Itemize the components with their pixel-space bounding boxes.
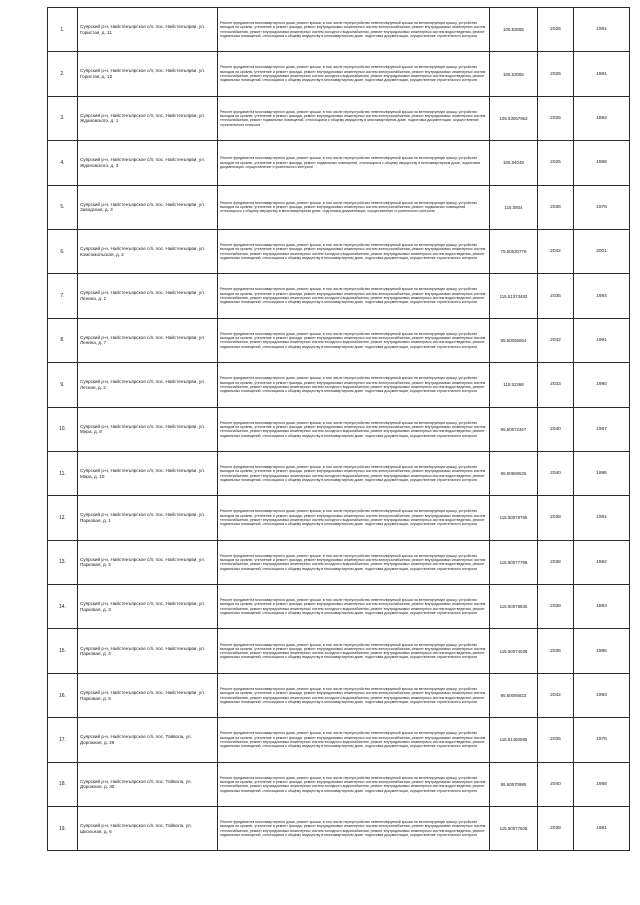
house-address: Суярский р-н, Найстенъярское с/п, пос. Найстенъярви, ул. Парковая, д. 1 xyxy=(78,496,218,540)
table-row xyxy=(48,451,630,495)
repair-work-types: Ремонт фундамента многоквартирного дома, ремонт крыши, в том числе переустройство невентилируемой крыши на вентилируемую крышу, устройство выходов на кровлю, утепление и ремонт фасада, ремонт подвальных помещений, относящихся к общему имуществу в многоквартирном доме, подготовка документации, осуществление строительного контроля xyxy=(218,141,490,185)
repair-cost: 95.50066654 xyxy=(490,318,538,362)
planned-year: 2033 xyxy=(538,363,574,407)
planned-year: 2038 xyxy=(538,540,574,584)
repair-cost: 95.50066823 xyxy=(490,673,538,717)
repair-cost: 115.51480585 xyxy=(490,718,538,762)
row-number: 4. xyxy=(48,141,78,185)
house-address: Суярский р-н, Найстенъярское с/п, пос. Найстенъярви, ул. Ленина, д. 1 xyxy=(78,274,218,318)
planned-year: 2040 xyxy=(538,451,574,495)
house-address: Суярский р-н, Найстенъярское с/п, пос. Тойвола, ул. Школьная, д. 6 xyxy=(78,807,218,851)
repair-cost: 115.50077798 xyxy=(490,540,538,584)
table-row xyxy=(48,141,630,185)
repair-cost: 95.50569525 xyxy=(490,451,538,495)
house-address: Суярский р-н, Найстенъярское с/п, пос. Найстенъярви, ул. Мира, д. 10 xyxy=(78,451,218,495)
built-year: 1990 xyxy=(574,363,630,407)
table-row xyxy=(48,185,630,229)
table-row xyxy=(48,629,630,673)
repair-cost: 95.50672467 xyxy=(490,407,538,451)
repair-cost: 115.50078765 xyxy=(490,496,538,540)
built-year: 1987 xyxy=(574,407,630,451)
house-address: Суярский р-н, Найстенъярское с/п, пос. Найстенъярви, ул. Заводская, д. 3 xyxy=(78,185,218,229)
repair-work-types: Ремонт фундамента многоквартирного дома, ремонт крыши, в том числе переустройство невентилируемой крыши на вентилируемую крышу, устройство выходов на кровлю, утепление и ремонт фасада, ремонт внутридомовых инженерных систем электроснабжения, ремонт внутридомовых инженерных систем теплоснабжения, ремонт внутридомовых инженерных систем холодного водоснабжения, ремонт внутридомовых инженерных систем водоотведения, ремонт подвальных помещений, относящихся к общему имуществу в многоквартирном доме, подготовка документации, осуществление строительного контроля xyxy=(218,673,490,717)
row-number: 1. xyxy=(48,8,78,52)
table-row xyxy=(48,762,630,806)
table-row xyxy=(48,540,630,584)
house-address: Суярский р-н, Найстенъярское с/п, пос. Найстенъярви, ул. Гористая, д. 12 xyxy=(78,52,218,96)
table-row xyxy=(48,318,630,362)
planned-year: 2026 xyxy=(538,96,574,140)
planned-year: 2036 xyxy=(538,185,574,229)
repair-cost: 115.52368 xyxy=(490,363,538,407)
row-number: 6. xyxy=(48,229,78,273)
table-row xyxy=(48,718,630,762)
table-row xyxy=(48,52,630,96)
house-address: Суярский р-н, Найстенъярское с/п, пос. Тойвола, ул. Дорожная, д. 30 xyxy=(78,762,218,806)
built-year: 1981 xyxy=(574,807,630,851)
table-row xyxy=(48,363,630,407)
planned-year: 2035 xyxy=(538,718,574,762)
planned-year: 2040 xyxy=(538,407,574,451)
repair-work-types: Ремонт фундамента многоквартирного дома, ремонт крыши, в том числе переустройство невентилируемой крыши на вентилируемую крышу, устройство выходов на кровлю, утепление и ремонт фасада, ремонт внутридомовых инженерных систем электроснабжения, ремонт внутридомовых инженерных систем теплоснабжения, ремонт внутридомовых инженерных систем холодного водоснабжения, ремонт внутридомовых инженерных систем водоотведения, ремонт подвальных помещений, относящихся к общему имуществу в многоквартирном доме, подготовка документации, осуществление строительного контроля xyxy=(218,585,490,629)
repair-cost: 95.50570985 xyxy=(490,762,538,806)
built-year: 1981 xyxy=(574,496,630,540)
planned-year: 2040 xyxy=(538,762,574,806)
repair-cost: 115.50074038 xyxy=(490,629,538,673)
planned-year: 2042 xyxy=(538,229,574,273)
capital-repair-table xyxy=(47,7,630,851)
row-number: 14. xyxy=(48,585,78,629)
table-row xyxy=(48,229,630,273)
row-number: 15. xyxy=(48,629,78,673)
table-row xyxy=(48,673,630,717)
row-number: 2. xyxy=(48,52,78,96)
table-row xyxy=(48,496,630,540)
house-address: Суярский р-н, Найстенъярское с/п, пос. Найстенъярви, ул. Ждановского, д. 1 xyxy=(78,96,218,140)
built-year: 1978 xyxy=(574,718,630,762)
repair-work-types: Ремонт фундамента многоквартирного дома, ремонт крыши, в том числе переустройство невентилируемой крыши на вентилируемую крышу, устройство выходов на кровлю, утепление и ремонт фасада, ремонт внутридомовых инженерных систем электроснабжения, ремонт внутридомовых инженерных систем теплоснабжения, ремонт внутридомовых инженерных систем холодного водоснабжения, ремонт внутридомовых инженерных систем водоотведения, ремонт подвальных помещений, относящихся к общему имуществу в многоквартирном доме, подготовка документации, осуществление строительного контроля xyxy=(218,8,490,52)
row-number: 8. xyxy=(48,318,78,362)
repair-work-types: Ремонт фундамента многоквартирного дома, ремонт крыши, в том числе переустройство невентилируемой крыши на вентилируемую крышу, устройство выходов на кровлю, утепление и ремонт фасада, ремонт внутридомовых инженерных систем электроснабжения, ремонт внутридомовых инженерных систем теплоснабжения, ремонт внутридомовых инженерных систем холодного водоснабжения, ремонт внутридомовых инженерных систем водоотведения, ремонт подвальных помещений, относящихся к общему имуществу в многоквартирном доме, подготовка документации, осуществление строительного контроля xyxy=(218,229,490,273)
house-address: Суярский р-н, Найстенъярское с/п, пос. Найстенъярви, ул. Парковая, д. 2 xyxy=(78,540,218,584)
table-row xyxy=(48,96,630,140)
table-row xyxy=(48,274,630,318)
repair-work-types: Ремонт фундамента многоквартирного дома, ремонт крыши, в том числе переустройство невентилируемой крыши на вентилируемую крышу, устройство выходов на кровлю, утепление и ремонт фасада, ремонт внутридомовых инженерных систем электроснабжения, ремонт подвальных помещений, относящихся к общему имуществу в многоквартирном доме, подготовка документации, осуществление строительного контроля xyxy=(218,185,490,229)
repair-work-types: Ремонт фундамента многоквартирного дома, ремонт крыши, в том числе переустройство невентилируемой крыши на вентилируемую крышу, устройство выходов на кровлю, утепление и ремонт фасада, ремонт внутридомовых инженерных систем электроснабжения, ремонт внутридомовых инженерных систем теплоснабжения, ремонт подвальных помещений, относящихся к общему имуществу в многоквартирном доме, подготовка документации, осуществление строительного контроля xyxy=(218,96,490,140)
row-number: 7. xyxy=(48,274,78,318)
built-year: 1988 xyxy=(574,762,630,806)
repair-cost: 105.54048 xyxy=(490,141,538,185)
repair-work-types: Ремонт фундамента многоквартирного дома, ремонт крыши, в том числе переустройство невентилируемой крыши на вентилируемую крышу, устройство выходов на кровлю, утепление и ремонт фасада, ремонт внутридомовых инженерных систем электроснабжения, ремонт внутридомовых инженерных систем теплоснабжения, ремонт внутридомовых инженерных систем холодного водоснабжения, ремонт внутридомовых инженерных систем водоотведения, ремонт подвальных помещений, относящихся к общему имуществу в многоквартирном доме, подготовка документации, осуществление строительного контроля xyxy=(218,629,490,673)
repair-work-types: Ремонт фундамента многоквартирного дома, ремонт крыши, в том числе переустройство невентилируемой крыши на вентилируемую крышу, устройство выходов на кровлю, утепление и ремонт фасада, ремонт внутридомовых инженерных систем электроснабжения, ремонт внутридомовых инженерных систем теплоснабжения, ремонт внутридомовых инженерных систем холодного водоснабжения, ремонт внутридомовых инженерных систем водоотведения, ремонт подвальных помещений, относящихся к общему имуществу в многоквартирном доме, подготовка документации, осуществление строительного контроля xyxy=(218,363,490,407)
built-year: 1984 xyxy=(574,274,630,318)
planned-year: 2038 xyxy=(538,807,574,851)
built-year: 1981 xyxy=(574,52,630,96)
row-number: 17. xyxy=(48,718,78,762)
built-year: 1976 xyxy=(574,185,630,229)
house-address: Суярский р-н, Найстенъярское с/п, пос. Найстенъярви, ул. Лесная, д. 2 xyxy=(78,363,218,407)
planned-year: 2035 xyxy=(538,274,574,318)
built-year: 1985 xyxy=(574,629,630,673)
repair-cost: 105.53065 xyxy=(490,52,538,96)
table-row xyxy=(48,8,630,52)
repair-work-types: Ремонт фундамента многоквартирного дома, ремонт крыши, в том числе переустройство невентилируемой крыши на вентилируемую крышу, устройство выходов на кровлю, утепление и ремонт фасада, ремонт внутридомовых инженерных систем электроснабжения, ремонт внутридомовых инженерных систем теплоснабжения, ремонт внутридомовых инженерных систем холодного водоснабжения, ремонт внутридомовых инженерных систем водоотведения, ремонт подвальных помещений, относящихся к общему имуществу в многоквартирном доме, подготовка документации, осуществление строительного контроля xyxy=(218,407,490,451)
repair-work-types: Ремонт фундамента многоквартирного дома, ремонт крыши, в том числе переустройство невентилируемой крыши на вентилируемую крышу, устройство выходов на кровлю, утепление и ремонт фасада, ремонт внутридомовых инженерных систем электроснабжения, ремонт внутридомовых инженерных систем теплоснабжения, ремонт внутридомовых инженерных систем холодного водоснабжения, ремонт внутридомовых инженерных систем водоотведения, ремонт подвальных помещений, относящихся к общему имуществу в многоквартирном доме, подготовка документации, осуществление строительного контроля xyxy=(218,496,490,540)
repair-cost: 115.50077505 xyxy=(490,807,538,851)
row-number: 5. xyxy=(48,185,78,229)
row-number: 11. xyxy=(48,451,78,495)
house-address: Суярский р-н, Найстенъярское с/п, пос. Тойвола, ул. Дорожная, д. 26 xyxy=(78,718,218,762)
built-year: 1993 xyxy=(574,673,630,717)
built-year: 1982 xyxy=(574,96,630,140)
repair-work-types: Ремонт фундамента многоквартирного дома, ремонт крыши, в том числе переустройство невентилируемой крыши на вентилируемую крышу, устройство выходов на кровлю, утепление и ремонт фасада, ремонт внутридомовых инженерных систем электроснабжения, ремонт внутридомовых инженерных систем теплоснабжения, ремонт внутридомовых инженерных систем холодного водоснабжения, ремонт внутридомовых инженерных систем водоотведения, ремонт подвальных помещений, относящихся к общему имуществу в многоквартирном доме, подготовка документации, осуществление строительного контроля xyxy=(218,762,490,806)
house-address: Суярский р-н, Найстенъярское с/п, пос. Найстенъярви, ул. Мира, д. 8 xyxy=(78,407,218,451)
built-year: 2001 xyxy=(574,229,630,273)
house-address: Суярский р-н, Найстенъярское с/п, пос. Найстенъярви, ул. Парковая, д. 3 xyxy=(78,585,218,629)
row-number: 13. xyxy=(48,540,78,584)
table-body xyxy=(48,8,630,851)
repair-work-types: Ремонт фундамента многоквартирного дома, ремонт крыши, в том числе переустройство невентилируемой крыши на вентилируемую крышу, устройство выходов на кровлю, утепление и ремонт фасада, ремонт внутридомовых инженерных систем электроснабжения, ремонт внутридомовых инженерных систем теплоснабжения, ремонт внутридомовых инженерных систем холодного водоснабжения, ремонт внутридомовых инженерных систем водоотведения, ремонт подвальных помещений, относящихся к общему имуществу в многоквартирном доме, подготовка документации, осуществление строительного контроля xyxy=(218,318,490,362)
row-number: 10. xyxy=(48,407,78,451)
repair-cost: 115.50078835 xyxy=(490,585,538,629)
house-address: Суярский р-н, Найстенъярское с/п, пос. Найстенъярви, ул. Парковая, д. 4 xyxy=(78,629,218,673)
row-number: 3. xyxy=(48,96,78,140)
planned-year: 2025 xyxy=(538,141,574,185)
built-year: 1983 xyxy=(574,585,630,629)
built-year: 1996 xyxy=(574,451,630,495)
repair-cost: 105.53065 xyxy=(490,8,538,52)
repair-cost: 75.50530779 xyxy=(490,229,538,273)
table-row xyxy=(48,407,630,451)
repair-work-types: Ремонт фундамента многоквартирного дома, ремонт крыши, в том числе переустройство невентилируемой крыши на вентилируемую крышу, устройство выходов на кровлю, утепление и ремонт фасада, ремонт внутридомовых инженерных систем электроснабжения, ремонт внутридомовых инженерных систем теплоснабжения, ремонт внутридомовых инженерных систем холодного водоснабжения, ремонт внутридомовых инженерных систем водоотведения, ремонт подвальных помещений, относящихся к общему имуществу в многоквартирном доме, подготовка документации, осуществление строительного контроля xyxy=(218,451,490,495)
repair-cost: 105.53067962 xyxy=(490,96,538,140)
repair-work-types: Ремонт фундамента многоквартирного дома, ремонт крыши, в том числе переустройство невентилируемой крыши на вентилируемую крышу, устройство выходов на кровлю, утепление и ремонт фасада, ремонт внутридомовых инженерных систем электроснабжения, ремонт внутридомовых инженерных систем теплоснабжения, ремонт внутридомовых инженерных систем холодного водоснабжения, ремонт внутридомовых инженерных систем водоотведения, ремонт подвальных помещений, относящихся к общему имуществу в многоквартирном доме, подготовка документации, осуществление строительного контроля xyxy=(218,807,490,851)
house-address: Суярский р-н, Найстенъярское с/п, пос. Найстенъярви, ул. Гористая, д. 11 xyxy=(78,8,218,52)
repair-work-types: Ремонт фундамента многоквартирного дома, ремонт крыши, в том числе переустройство невентилируемой крыши на вентилируемую крышу, устройство выходов на кровлю, утепление и ремонт фасада, ремонт внутридомовых инженерных систем электроснабжения, ремонт внутридомовых инженерных систем теплоснабжения, ремонт внутридомовых инженерных систем холодного водоснабжения, ремонт внутридомовых инженерных систем водоотведения, ремонт подвальных помещений, относящихся к общему имуществу в многоквартирном доме, подготовка документации, осуществление строительного контроля xyxy=(218,274,490,318)
planned-year: 2026 xyxy=(538,52,574,96)
repair-cost: 115.51373483 xyxy=(490,274,538,318)
row-number: 18. xyxy=(48,762,78,806)
repair-cost: 115.0804 xyxy=(490,185,538,229)
house-address: Суярский р-н, Найстенъярское с/п, пос. Найстенъярви, ул. Парковая, д. 5 xyxy=(78,673,218,717)
planned-year: 2036 xyxy=(538,629,574,673)
built-year: 1991 xyxy=(574,318,630,362)
row-number: 16. xyxy=(48,673,78,717)
repair-work-types: Ремонт фундамента многоквартирного дома, ремонт крыши, в том числе переустройство невентилируемой крыши на вентилируемую крышу, устройство выходов на кровлю, утепление и ремонт фасада, ремонт внутридомовых инженерных систем электроснабжения, ремонт внутридомовых инженерных систем теплоснабжения, ремонт внутридомовых инженерных систем холодного водоснабжения, ремонт внутридомовых инженерных систем водоотведения, ремонт подвальных помещений, относящихся к общему имуществу в многоквартирном доме, подготовка документации, осуществление строительного контроля xyxy=(218,718,490,762)
planned-year: 2038 xyxy=(538,496,574,540)
house-address: Суярский р-н, Найстенъярское с/п, пос. Найстенъярви, ул. Ждановского, д. 3 xyxy=(78,141,218,185)
house-address: Суярский р-н, Найстенъярское с/п, пос. Найстенъярви, ул. Ленина, д. 7 xyxy=(78,318,218,362)
table-row xyxy=(48,585,630,629)
table-row xyxy=(48,807,630,851)
planned-year: 2042 xyxy=(538,673,574,717)
row-number: 12. xyxy=(48,496,78,540)
row-number: 19. xyxy=(48,807,78,851)
repair-work-types: Ремонт фундамента многоквартирного дома, ремонт крыши, в том числе переустройство невентилируемой крыши на вентилируемую крышу, устройство выходов на кровлю, утепление и ремонт фасада, ремонт внутридомовых инженерных систем электроснабжения, ремонт внутридомовых инженерных систем теплоснабжения, ремонт внутридомовых инженерных систем холодного водоснабжения, ремонт внутридомовых инженерных систем водоотведения, ремонт подвальных помещений, относящихся к общему имуществу в многоквартирном доме, подготовка документации, осуществление строительного контроля xyxy=(218,52,490,96)
built-year: 1982 xyxy=(574,540,630,584)
repair-work-types: Ремонт фундамента многоквартирного дома, ремонт крыши, в том числе переустройство невентилируемой крыши на вентилируемую крышу, устройство выходов на кровлю, утепление и ремонт фасада, ремонт внутридомовых инженерных систем электроснабжения, ремонт внутридомовых инженерных систем теплоснабжения, ремонт внутридомовых инженерных систем холодного водоснабжения, ремонт внутридомовых инженерных систем водоотведения, ремонт подвальных помещений, относящихся к общему имуществу в многоквартирном доме, подготовка документации, осуществление строительного контроля xyxy=(218,540,490,584)
built-year: 1988 xyxy=(574,141,630,185)
house-address: Суярский р-н, Найстенъярское с/п, пос. Найстенъярви, ул. Комсомольская, д. 2 xyxy=(78,229,218,273)
planned-year: 2026 xyxy=(538,8,574,52)
planned-year: 2042 xyxy=(538,318,574,362)
built-year: 1981 xyxy=(574,8,630,52)
row-number: 9. xyxy=(48,363,78,407)
planned-year: 2038 xyxy=(538,585,574,629)
